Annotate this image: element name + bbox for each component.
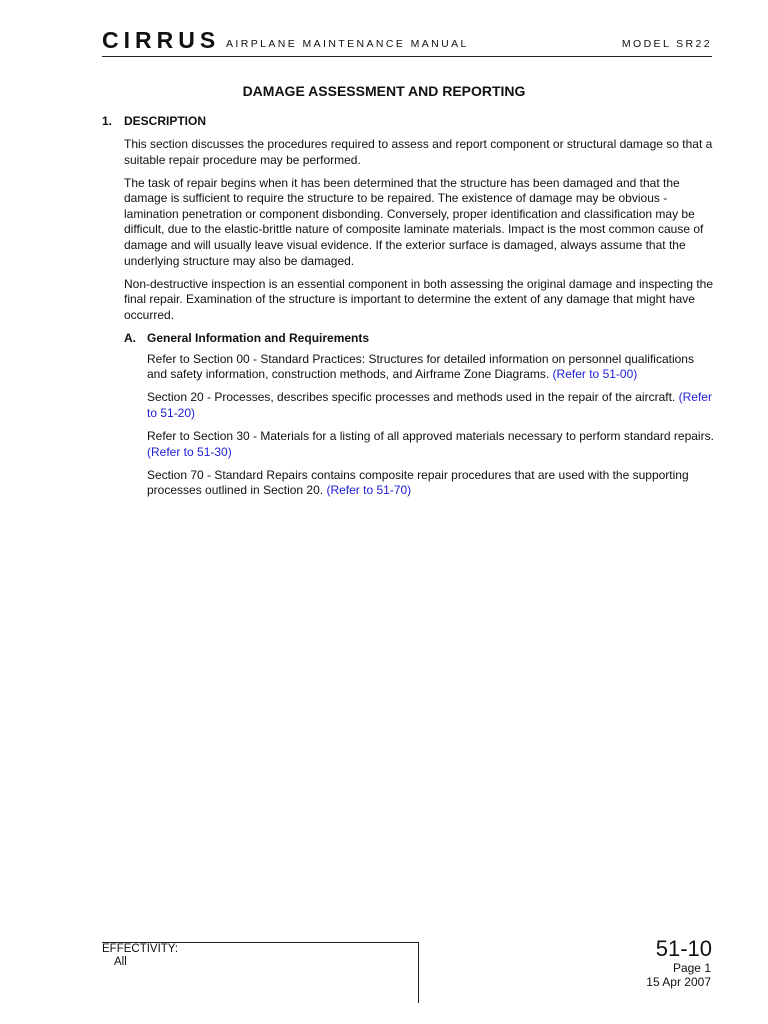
header-divider (102, 56, 712, 57)
section-title: DESCRIPTION (124, 114, 207, 128)
reference-link[interactable]: (Refer to 51-30) (147, 444, 232, 459)
subsection-letter: A. (124, 331, 136, 346)
reference-text: Refer to Section 00 - Standard Practices: Structures for detailed information on personnel qualifications and safety information, construction methods, and Airframe Zone Diagrams. (147, 351, 694, 382)
brand-logo: CIRRUS (102, 27, 221, 53)
section-heading (102, 113, 206, 129)
effectivity-value: All (114, 956, 127, 968)
page-header (102, 26, 712, 56)
reference-link[interactable]: (Refer to 51-70) (326, 483, 412, 498)
reference-link[interactable]: (Refer to 51-20) (147, 390, 712, 420)
chapter-section-number: 51-10 (655, 936, 712, 961)
page-title: DAMAGE ASSESSMENT AND REPORTING (242, 83, 526, 99)
effectivity-label: EFFECTIVITY: (102, 943, 179, 955)
subsection-heading (124, 331, 714, 347)
effectivity-box (102, 942, 419, 1003)
reference-item (147, 352, 714, 383)
reference-item (147, 468, 714, 499)
reference-text: Section 70 - Standard Repairs contains composite repair procedures that are used with the supporting processes outlined in Section 20. (147, 467, 689, 498)
reference-item (147, 390, 714, 421)
subsection-body (147, 352, 714, 499)
section-number: 1. (102, 114, 113, 128)
reference-text: Section 20 - Processes, describes specific processes and methods used in the repair of the aircraft. (147, 390, 676, 405)
page-number: Page 1 (672, 961, 711, 975)
reference-item (147, 429, 714, 460)
paragraph: The task of repair begins when it has been determined that the structure has been damaged and that the damage is sufficient to require the structure to be repaired. The existence of damage may be obvious - lamination penetration or component disbonding. Conversely, proper identification and classification may be difficult, due to the elastic-brittle nature of composite laminate materials. Impact is the most common cause of damage and will usually leave visual evidence. If the exterior surface is damaged, always assume that the underlying structure may also be damaged. (124, 175, 704, 268)
manual-title: AIRPLANE MAINTENANCE MANUAL (226, 38, 469, 50)
subsection-title: General Information and Requirements (147, 331, 370, 346)
reference-text: Refer to Section 30 - Materials for a listing of all approved materials necessary to perform standard repairs. (147, 429, 714, 443)
paragraph: This section discusses the procedures required to assess and report component or structural damage so that a suitable repair procedure may be performed. (124, 137, 713, 167)
reference-link[interactable]: (Refer to 51-00) (552, 367, 638, 382)
section-body (124, 137, 714, 506)
model-label: MODEL SR22 (621, 38, 712, 50)
revision-date: 15 Apr 2007 (646, 975, 711, 989)
paragraph: Non-destructive inspection is an essential component in both assessing the original damage and inspecting the final repair. Examination of the structure is important to determine the extent of any damage that might have occurred. (124, 276, 714, 322)
